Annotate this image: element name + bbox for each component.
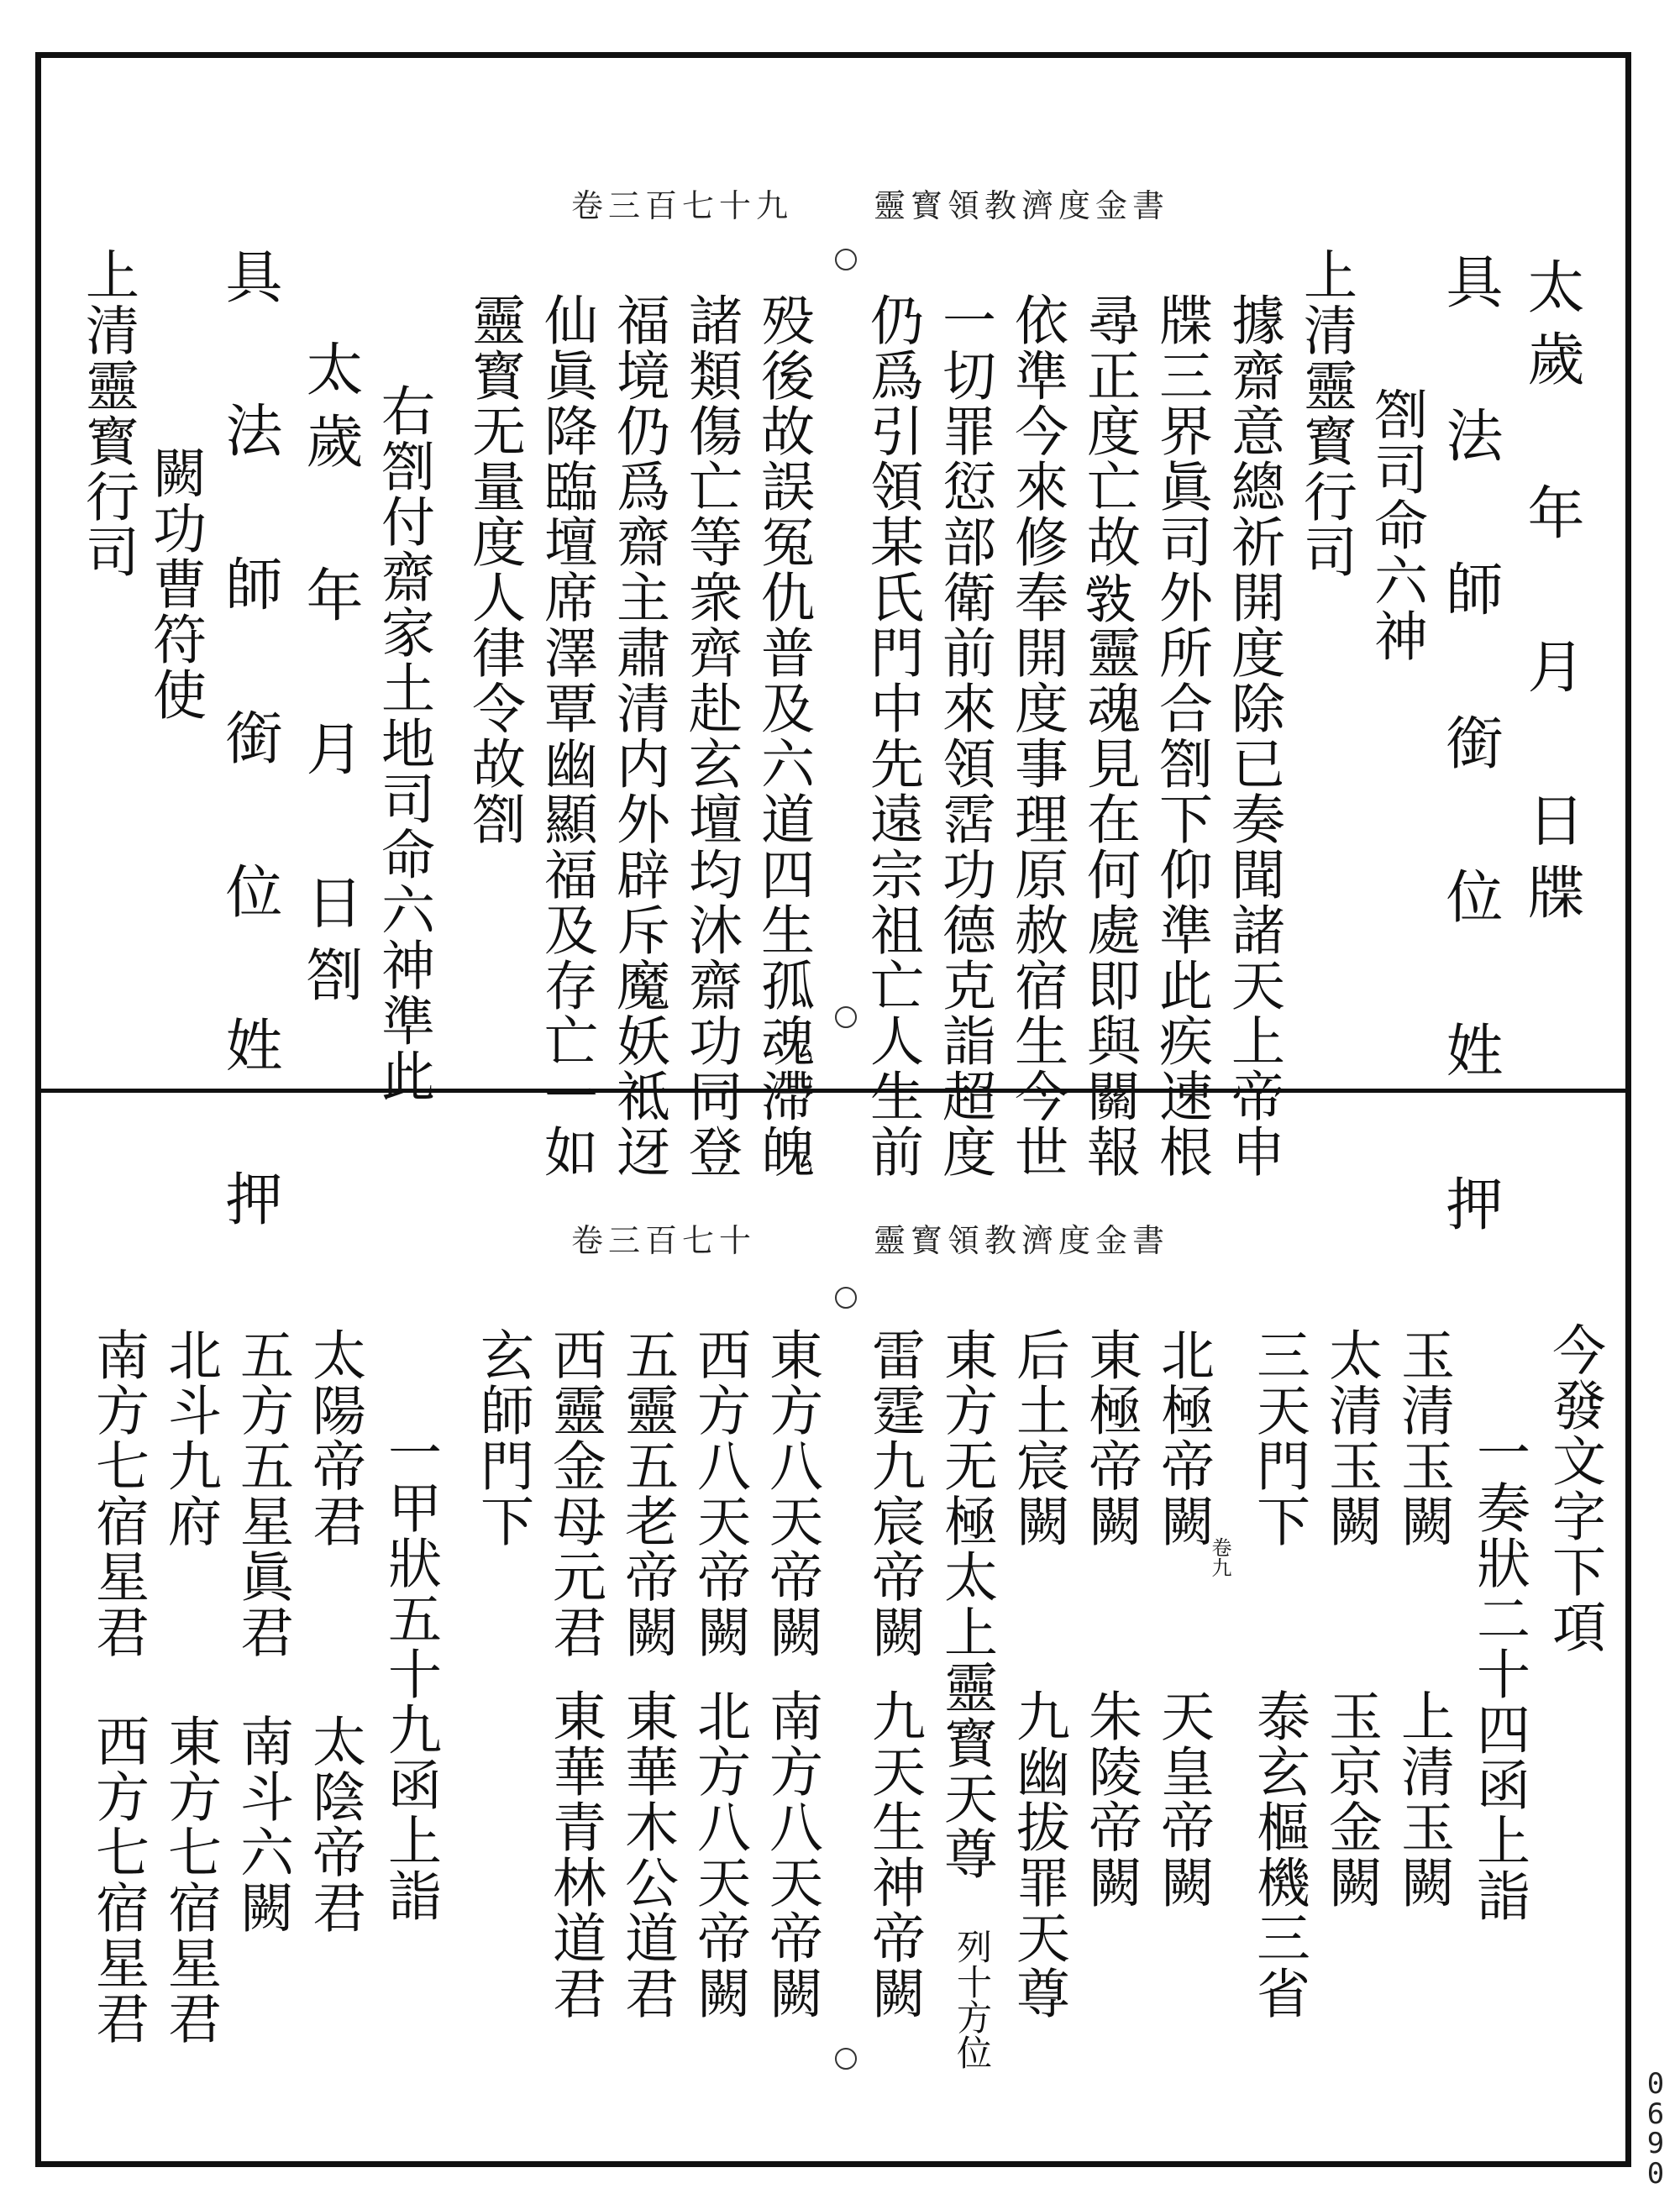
bottom-col-5-upper: 三天門下 [1247, 1327, 1310, 1549]
top-col-14: 仙眞降臨壇席澤覃幽顯福及存亡一如 [535, 292, 597, 1179]
bottom-col-20-upper: 南方七宿星君 [87, 1327, 149, 1660]
bottom-col-18-lower: 南斗六闕 [231, 1714, 293, 1935]
bottom-header-volume: 卷三百七十 [571, 1222, 757, 1259]
bottom-col-14-upper: 西靈金母元君 [543, 1327, 606, 1660]
top-col-2: 具 法 師 銜 位 姓 押 [1436, 252, 1503, 1246]
bottom-col-12-lower: 北方八天帝闕 [688, 1688, 750, 2021]
bottom-col-4-upper: 太清玉闕 [1320, 1327, 1382, 1549]
bottom-col-7-upper: 東極帝闕 [1079, 1327, 1142, 1549]
bottom-col-19-lower: 東方七宿星君 [159, 1714, 221, 2046]
bottom-col-10-upper: 雷霆九宸帝闕 [863, 1327, 925, 1660]
bottom-col-13-lower: 東華木公道君 [616, 1688, 678, 2021]
page-number-digit: 0 [1646, 2157, 1665, 2191]
bottom-col-6-upper: 北極帝闕 [1152, 1327, 1214, 1549]
page-number-digit: 0 [1646, 2067, 1665, 2101]
page-number [1643, 2067, 1668, 2191]
bottom-col-8-lower: 九幽拔罪天尊 [1007, 1688, 1069, 2021]
top-col-11: 殁後故誤冤仇普及六道四生孤魂滯魄 [752, 292, 814, 1179]
top-col-6: 牒三界眞司外所合劄下仰準此疾速根 [1150, 292, 1212, 1179]
top-col-9: 一切罪愆部衛前來領霑功德克詣超度 [933, 292, 995, 1179]
bottom-col-16: 一甲狀五十九函上詣 [379, 1425, 441, 1923]
binding-hole-marker [835, 1006, 857, 1028]
bottom-col-20-lower: 西方七宿星君 [87, 1714, 149, 2046]
top-col-7: 尋正度亡故𢽾靈魂見在何處即與關報 [1078, 292, 1140, 1179]
bottom-col-8-upper: 后土宸闕 [1007, 1327, 1069, 1549]
bottom-col-9-note: 列十方位 [952, 1929, 993, 2070]
binding-hole-marker [835, 249, 857, 270]
bottom-col-18-upper: 五方五星眞君 [231, 1327, 293, 1660]
binding-hole-marker [835, 1287, 857, 1309]
top-col-20: 上清靈寳行司 [76, 247, 139, 580]
bottom-col-6-lower: 天皇帝闕 [1152, 1688, 1214, 1910]
bottom-col-14-lower: 東華青林道君 [543, 1688, 606, 2021]
top-header-book: 靈寳領教濟度金書 [874, 187, 1170, 224]
bottom-col-5-lower: 泰玄樞機三省 [1247, 1688, 1310, 2021]
top-col-5: 據齋意總祈開度除已奏聞諸天上帝申 [1222, 292, 1284, 1179]
bottom-marginal-note: 卷九 [1208, 1537, 1231, 1577]
top-col-16: 右劄付齋家土地司命六神準此 [372, 383, 434, 1104]
bottom-col-9-upper: 東方无極太上靈寳天尊 [935, 1327, 997, 1881]
bottom-col-11-lower: 南方八天帝闕 [760, 1688, 822, 2021]
bottom-col-3-upper: 玉清玉闕 [1392, 1327, 1454, 1549]
bottom-col-2: 一奏狀二十四函上詣 [1467, 1425, 1530, 1923]
bottom-col-13-upper: 五靈五老帝闕 [616, 1327, 678, 1660]
top-col-1: 太歲 年 月 日牒 [1518, 257, 1584, 935]
bottom-col-12-upper: 西方八天帝闕 [688, 1327, 750, 1660]
page-number-digit: 6 [1646, 2097, 1665, 2131]
top-col-8: 依準今來修奉開度事理原赦宿生今世 [1005, 292, 1068, 1179]
bottom-col-7-lower: 朱陵帝闕 [1079, 1688, 1142, 1910]
top-col-18: 具 法 師 銜 位 姓 押 [216, 247, 282, 1241]
top-col-19: 闕功曹符使 [144, 445, 206, 722]
bottom-col-11-upper: 東方八天帝闕 [760, 1327, 822, 1660]
bottom-col-3-lower: 上清玉闕 [1392, 1688, 1454, 1910]
top-col-15: 靈寳无量度人律令故劄 [463, 292, 525, 847]
bottom-col-4-lower: 玉京金闕 [1320, 1688, 1382, 1910]
bottom-header-book: 靈寳領教濟度金書 [874, 1222, 1170, 1259]
page-number-digit: 9 [1646, 2127, 1665, 2161]
top-col-13: 福境仍爲齋主肅清内外辟斥魔妖祗迓 [607, 292, 669, 1179]
top-col-4: 上清靈寳行司 [1294, 247, 1357, 580]
bottom-col-1: 今發文字下項 [1543, 1322, 1605, 1655]
top-col-10: 仍爲引領某氏門中先遠宗祖亡人生前 [861, 292, 923, 1179]
bottom-col-19-upper: 北斗九府 [159, 1327, 221, 1549]
bottom-col-10-lower: 九天生神帝闕 [863, 1688, 925, 2021]
top-col-12: 諸類傷亡等衆齊赴玄壇均沐齋功同登 [680, 292, 742, 1179]
top-col-17: 太歲 年 月 日劄 [297, 339, 363, 1017]
top-col-3: 劄司命六神 [1365, 386, 1427, 664]
top-header-volume: 卷三百七十九 [571, 187, 794, 224]
bottom-col-17-upper: 太陽帝君 [303, 1327, 365, 1549]
binding-hole-marker [835, 2048, 857, 2070]
bottom-col-17-lower: 太陰帝君 [303, 1714, 365, 1935]
bottom-col-15: 玄師門下 [471, 1327, 533, 1549]
